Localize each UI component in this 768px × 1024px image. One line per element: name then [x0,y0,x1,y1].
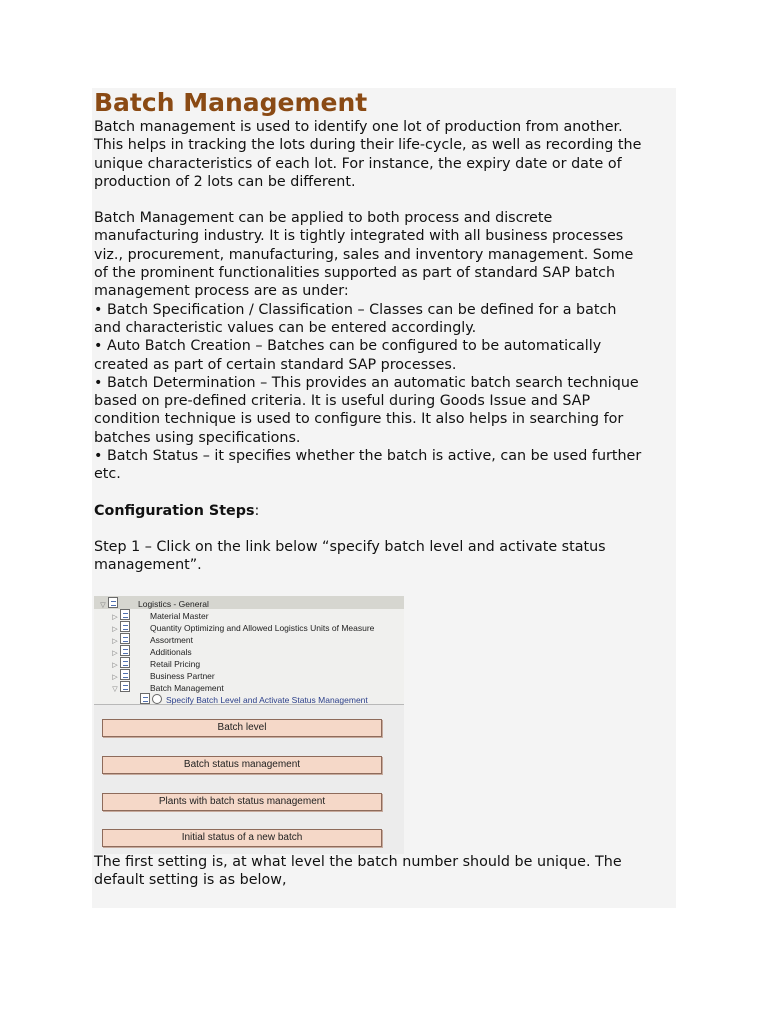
body-line: management process are as under: [94,283,349,300]
tree-node-label: Quantity Optimizing and Allowed Logistics Units of Measure [150,623,375,633]
expand-arrow-icon[interactable]: ▷ [112,662,118,669]
page-title: Batch Management [94,88,368,117]
body-line: Batch Management can be applied to both process and discrete [94,210,553,227]
tree-node-assortment[interactable] [110,633,193,645]
tree-node-additionals[interactable] [110,645,192,657]
initial-status-button[interactable]: Initial status of a new batch [102,829,382,847]
tree-node-label: Batch Management [150,683,224,693]
config-colon: : [254,502,260,519]
intro-line: production of 2 lots can be different. [94,173,356,190]
bullet-line: batches using specifications. [94,429,301,446]
bullet-line: • Batch Status – it specifies whether the batch is active, can be used further [94,448,642,465]
bullet-line: • Auto Batch Creation – Batches can be configured to be automatically [94,338,602,355]
tree-node-label: Material Master [150,611,209,621]
step-line: Step 1 – Click on the link below “specify batch level and activate status [94,538,606,555]
batch-level-button[interactable]: Batch level [102,719,382,737]
document-icon [120,681,130,692]
document-icon [140,693,150,704]
sap-screenshot [94,596,404,854]
step-line: management”. [94,557,202,574]
document-icon [108,597,118,608]
bullet-line: • Batch Specification / Classification – Classes can be defined for a batch [94,301,617,318]
expand-arrow-icon[interactable]: ▷ [112,650,118,657]
document-page [92,88,676,908]
intro-line: unique characteristics of each lot. For instance, the expiry date or date of [94,155,622,172]
tree-node-label: Logistics - General [138,599,209,609]
tree-node-quantity-optimizing[interactable] [110,621,374,633]
tree-node-batch-management[interactable] [110,681,224,693]
clock-icon[interactable] [152,694,162,704]
bullet-line: and characteristic values can be entered accordingly. [94,319,477,336]
expand-arrow-icon[interactable]: ▷ [112,614,118,621]
tree-node-material-master[interactable] [110,609,209,621]
body-line: default setting is as below, [94,872,287,889]
expand-arrow-icon[interactable]: ▽ [100,602,106,609]
closing-paragraph [94,853,678,890]
tree-node-label: Additionals [150,647,192,657]
activity-link[interactable]: Specify Batch Level and Activate Status Management [166,695,368,705]
intro-line: This helps in tracking the lots during their life-cycle, as well as recording the [94,137,642,154]
tree-activity-specify-batch-level[interactable] [140,693,368,705]
body-line: viz., procurement, manufacturing, sales and inventory management. Some [94,246,634,263]
document-body [94,88,678,575]
img-tree [94,596,404,705]
document-icon [120,645,130,656]
bullet-line: • Batch Determination – This provides an automatic batch search technique [94,374,639,391]
expand-arrow-icon[interactable]: ▷ [112,626,118,633]
tree-node-business-partner[interactable] [110,669,215,681]
plants-batch-status-button[interactable]: Plants with batch status management [102,793,382,811]
document-icon [120,621,130,632]
bullet-line: etc. [94,466,121,483]
config-heading: Configuration Steps [94,502,255,519]
tree-node-retail-pricing[interactable] [110,657,200,669]
tree-node-label: Assortment [150,635,193,645]
tree-node-logistics-general[interactable] [98,597,209,609]
body-line: of the prominent functionalities supported as part of standard SAP batch [94,265,616,282]
expand-arrow-icon[interactable]: ▽ [112,686,118,693]
bullet-line: based on pre-defined criteria. It is useful during Goods Issue and SAP [94,393,591,410]
document-icon [120,609,130,620]
expand-arrow-icon[interactable]: ▷ [112,674,118,681]
expand-arrow-icon[interactable]: ▷ [112,638,118,645]
intro-line: Batch management is used to identify one lot of production from another. [94,119,623,135]
batch-status-management-button[interactable]: Batch status management [102,756,382,774]
body-line: manufacturing industry. It is tightly integrated with all business processes [94,228,624,245]
document-icon [120,657,130,668]
body-line: The first setting is, at what level the batch number should be unique. The [94,854,622,870]
tree-node-label: Retail Pricing [150,659,201,669]
document-icon [120,633,130,644]
bullet-line: condition technique is used to configure this. It also helps in searching for [94,411,624,428]
config-heading-line [94,502,678,520]
tree-node-label: Business Partner [150,671,215,681]
document-icon [120,669,130,680]
bullet-line: created as part of certain standard SAP processes. [94,356,457,373]
